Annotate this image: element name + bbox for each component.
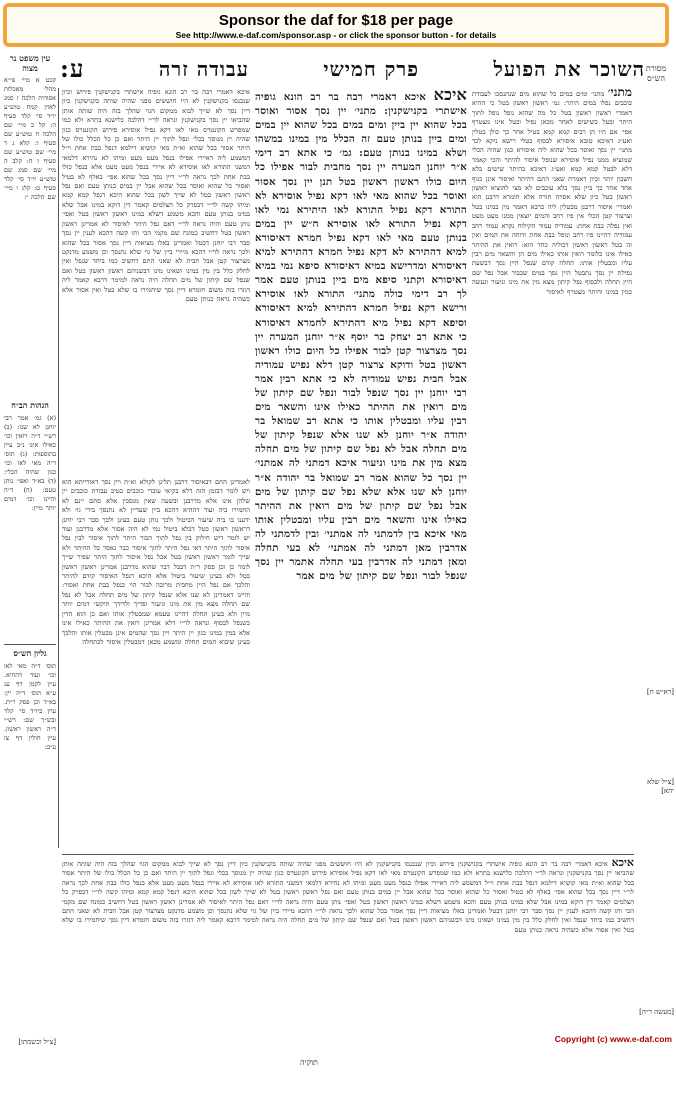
gemara-opening-word: איכא [433,88,467,104]
mesoret-hashas-label: מסורת הש״ס [645,64,667,83]
header-perek: פרק חמישי [323,56,420,81]
hagahot-habach-text: (א) גמ׳ אמר רבי יוחנן לא שנו: (ב) רש״י ד״ה רואין וכו׳ כאילו אינו נ״ב עיין בתוספות: (ג) תוס׳ ד״ה מאי לאו וכו׳ כגון שהיה הכלי: (ד) בא״ד ואפי׳ נותן טעם: (ה) ד״ה והיינו וכו׳ דמים יותר מיין: [4,414,56,512]
bottom-opening-word: איכא [611,858,634,869]
sponsor-title[interactable]: Sponsor the daf for $18 per page [218,12,454,29]
tosafot-text-lower: לאמרינן התם דבאיסור דרבנן תלינן לקולא וא״ת ויין נסך דאורייתא הוא ויש לומר דבזמן הזה דלא בקיאי עובדי כוכבים בטיב עבודת כוכבים יין שלהן אינו אלא מדרבנן ובשעה שאין מנסכין אלא סתם יינם לא החמירו ביה ועוד דההיא דהכא ביין שעדיין לא נתנסך בידי גוי ולא ידענו בו ביה שיעור הביטול ולכך נותן טעם בעינן ולכך סבר רבי יוחנן דראשון ראשון בטל דבלא ביטול נמי לא היה אסור אלא מדרבנן ועוד יש לומר דיש חילוק בין נפל לתוך הבור היתר לתוך איסור לבין נפל איסור לתוך היתר דאי נפל היתר לתוך איסור כבר נאסר כל ההיתר ולא שייך לומר ראשון ראשון בטל אבל נפל איסור לתוך היתר שפיר שייך לומר כן וכן פסק ר״ת דבכל דבר שהוא מדרבנן אמרינן ראשון ראשון בטל ולא בעינן שיעור ביטול אלא היכא דנפל האיסור קודם להיתר והלכך אם נפל היין מחבית מרובה לבור הוי כנפל בבת אחת ואסור: והיינו דאמרינן לא שנו אלא שנפל קיתון של מים תחלה אבל לא נפל שם תחלה מצא מין את מינו וניעור ופריך ולדידך תיקשי דמים יותר מיין ולא בעינן תחלה דהיינו טעמא שמבטלין אותו ואם כן הוא הדין כשנפל לבסוף ונראה לר״י דלא אמרינן רואין את ההיתר כאילו אינו אלא במין במינו כגון יין היתר ויין נסך שהמים אינן מבטלין אותו והלכך בעינן שיבוא המים תחלה ומשמע מכאן דמבטלין איסור לכתחלה [62,478,250,646]
bottom-body: איכא דאמרי רבה בר רב הונא גופיה אישתרי בקנישקנין פירוש וכיון שנכנסו בקנישקנין לא היו חוששים מפני שהיה שותה בקנישקנין כיון דיין נסך לא שייך לבוא ממקום הגוי שהלך בזה היה שותה אותן שהביאו יין נסך בקנישקנין ונראה לר״י דהלכה כלישנא בתרא ולא כמו שמפרש הקונטרס מאי לאו דקא נפיל אוסירא פירוש הקונטרס כגון שהיה יין מנוסך בכלי ונפל לתוך יין היתר ואם כן כל הכלל כולו של היתר אסור בכל שהוא וא״ת מאי קושיא דילמא דנפל בבת אחת וי״ל דמשמע ליה דאיירי אפילו בנפל מעט מעט ומיהו לא נהירא דלמאי דמשני התורא לאו אוסירא לא איירי בנפל מעט מעט אלא בנפל כולו בבת אחת לכך נראה לר״י דיין נסך בכל שהוא אפי׳ באלף לא בטיל ואסור כל שהוא ואוסר בכל שהוא אבל יין במים בנותן טעם ואם נפל ראשון ראשון בטל לא שייך לשון בכל שהוא היכא דנפל קמא קמא ומיהו קשה לר״י דבפרק כל הצלמים קאמר דין דוקא במינו אבל שלא במינו בנותן טעם והכא משמע דשלא במינו ראשון ראשון בטל ואפי׳ נותן טעם והיה נראה לר״י דאם נפל היתר לאיסור לא אמרינן ראשון ראשון בטל דחשיב כמונח שם מקמי הכי ותו קשה דהכא לענין יין נסך סבר רבי יוחנן דבטל ואמרינן באלו מציאות דיין נסך אסור בכל שהוא ולכך נראה לר״י דהכא מיירי ביין של גוי שלא נתנסך וכן משמע מדנקט מצרצור קטן אבל חבית לא שאני התם דחשיב כמו ביחד שנפל ואין לחלק כלל בין מין במינו ושאינו מינו דבשניהם ראשון ראשון בטל ואם שנפל שם קיתון של מים תחלה היה נראה למימר דרבא קאמר ליה דגזרו בזה משום חומרא דיין נסך שיחמירו בו שלא בטל ואין אסור אלא כשהיה נראה כנותן טעם [62,860,634,934]
gilyon-hashas-title: גליון הש״ס [13,648,47,658]
copyright-notice[interactable]: Copyright (c) www.e-daf.com [554,1034,672,1044]
divider [62,854,634,855]
catchword: תוקיה [300,1058,318,1067]
side-note: [רא״ש ח] [646,688,674,696]
header-folio: ע: [60,54,85,83]
ein-mishpat-label: עין משפט נר מצוה [9,53,51,73]
talmud-page [0,48,676,1093]
gilyon-hashas-text: תוס׳ ד״ה מאי לאו וכו׳ ועוד דההיא. עיין לקמן דף עג ע״א תוס׳ ד״ה יין: בא״ד וכן פסק ר״ת. עיין ביו״ד סי׳ קלד ובש״ך שם: רש״י ד״ה ראשון ראשון. עיין חולין דף צז ע״ב: [4,662,56,751]
column-divider [58,88,59,848]
side-note: [צ״ל וכשמתו] [18,1038,56,1046]
sponsor-subtitle[interactable]: See http://www.e-daf.com/sponsor.asp - or click the sponsor button - for details [175,30,497,40]
rashi-text [472,88,632,846]
bottom-commentary [62,858,634,1054]
gemara-body: איכא דאמרי רבה בר רב הונא גופיה אישתרי בקנישקנין: מתני׳ יין נסך אסור ואוסר בכל שהוא יין ביין ומים במים בכל שהוא יין במים ומים ביין בנותן טעם זה הכלל מין במינו במשהו ושלא במינו בנותן טעם: גמ׳ כי אתא רב דימי א״ר יוחנן המערה יין נסך מחבית לבור אפילו כל היום כולו ראשון ראשון בטל תנן יין נסך אסור ואוסר בכל שהוא מאי לאו דקא נפיל אוסירא לא התורא דקא נפיל התורא לאו היתירא נמי לאו דקא נפיל התורא לאו אוסירא ח״ש יין במים בנותן טעם מאי לאו דקא נפיל חמרא דאיסורא למיא דהתירא לא דקא נפיל חמרא דהתירא למיא דאיסורא ומדרישא במיא דאיסורא סיפא נמי במיא דאיסורא וקתני סיפא מים ביין בנותן טעם אמר לך רב דימי כולה מתני׳ התורא לאו אוסירא ורישא דקא נפיל חמרא דהתירא למיא דאיסורא וסיפא דקא נפיל מיא דהתירא לחמרא דאיסורא כי אתא רב יצחק בר יוסף א״ר יוחנן המערה יין נסך מצרצור קטן לבור אפילו כל היום כולו ראשון ראשון בטל ודוקא צרצור קטן דלא נפיש עמודיה אבל חבית נפיש עמודיה לא כי אתא רבין אמר רבי יוחנן יין נסך שנפל לבור ונפל שם קיתון של מים רואין את ההיתר כאילו אינו והשאר מים רבין עליו ומבטלין אותו כי אתא רב שמואל בר יהודה א״ר יוחנן לא שנו אלא שנפל קיתון של מים תחלה אבל לא נפל שם קיתון של מים תחלה מצא מין את מינו וניעור איכא דמתני לה אמתני׳ יין נסך כל שהוא אמר רב שמואל בר יהודה א״ר יוחנן לא שנו אלא שלא נפל שם קיתון של מים אבל נפל שם קיתון של מים רואין את ההיתר כאילו אינו והשאר מים רבין עליו ומבטלין אותו מאי איכא בין לדמתני לה אמתני׳ ובין לדמתני לה אדרבין מאן דמתני לה אמתני׳ לא בעי תחלה ומאן דמתני לה אדרבין בעי תחלה אתמר יין נסך שנפל לבור ונפל שם קיתון של מים אמר [255,91,467,583]
gemara-text [255,88,467,846]
page-header [60,54,645,84]
divider [4,644,56,645]
rashi-opening-word: מתני׳ [607,88,632,99]
side-note: [מעשה ר״ה] [639,1008,674,1016]
side-note: [צ״ל שלא יהא] [647,778,674,795]
header-tractate: עבודה זרה [158,56,249,81]
header-chapter-title: השוכר את הפועל [493,56,645,81]
rashi-body: מתני׳ ומים במים כל שהוא מים שנתנסכו לעבודת כוכבים נפלו במים היתר: גמ׳ ראשון ראשון בטל כי ההיא דאמרי ראשון ראשון בטל כל מה שהוא נופל נופל לתוך היתר ובטל בשישים לאחר מכאן נפיל ובטל אינו מצטרף אפי׳ אם היו הן רבים קמא קמא בטיל אחר כך כולן בטלין ואע״ג דאיכא טובא איסורא לבסוף בטלי רישא ניקא לכד מתני׳ יין נסך ואוסר בכל שהוא ליה איסורא כגון שהיה הכלי שמוציא ממנו נפיל אוסירא שנופל איסור להיתר והכי קאמר דלא לבטל קמא קמא ואע״ג דאיכא בהיתר שישים בלא חשבון יותר וכיון דאמרת שאני התם דהיתר ואיסור אינן כגוף אחד אחר כך ביין נסך בלא עוכבים לא מצי להוציא ראשון ראשון בטל כיון שלא אסרה תורה אלא חומרא דרבנן הוא ואמרי׳ איסור דרבנן מבטלין ליה כרבא דאמר מין במינו בטל וצרצור קטן הכלי אין פיו רחב והמים יוצאין ממנו מעט מעט ואין נפלה בבת אחת: עמודיה עמוד הקילוח נקרא עמוד רחב עמודיה דהיינו פיו רחב ונופל בבת אחת ודוחה את המים ואין זה בטל ראשון ראשון דכוליה כחד הוא: רואין את ההיתר כאילו אינו כלומר רואין אותו כאילו מים הן והשאר מים רבין עליו ומבטלין אותו: תחלה קודם שנפל היין נסך דבשעת נפילת יין נסך נתבטל היין נסך במים שבבור אבל נפל שם היין תחלה ולבסוף נפל קיתון מצא מין את מינו וניעור ונעשה כמין במינו והיתר מצטרף לאיסור [472,90,632,296]
ein-mishpat-text: קכט א מיי׳ פי״א מהל׳ מאכלות אסורות הלכה ז סמג לאוין קמח טוש״ע יו״ד סי׳ קלד סעיף ה: קל ב מיי׳ שם הלכה ח טוש״ע שם סעיף ו: קלא ג ד מיי׳ שם טוש״ע שם סעיף ז ח: קלב ה מיי׳ שם סמג שם טוש״ע יו״ד סי׳ קלד סעיף ט: קלג ו מיי׳ שם הלכה י: [4,76,56,201]
hagahot-habach-title: הגהות הב״ח [11,400,49,410]
tosafot-text-upper: איכא דאמרי רבה בר רב הונא גופיה אישתרי בקנישקנין פירוש וכיון שנכנסו בקנישקנין לא היו חוששים מפני שהיה שותה בקנישקנין כיון דיין נסך לא שייך לבוא ממקום הגוי שהלך בזה היה שותה אותן שהביאו יין נסך בקנישקנין ונראה לר״י דהלכה כלישנא בתרא ולא כמו שמפרש הקונטרס מאי לאו דקא נפיל אוסירא פירוש הקונטרס כגון שהיה יין מנוסך בכלי ונפל לתוך יין היתר ואם כן כל הכלל כולו של היתר אסור בכל שהוא וא״ת מאי קושיא דילמא דנפל בבת אחת וי״ל דמשמע ליה דאיירי אפילו בנפל מעט מעט ומיהו לא נהירא דלמאי דמשני התורא לאו אוסירא לא איירי בנפל מעט מעט אלא בנפל כולו בבת אחת לכך נראה לר״י דיין נסך בכל שהוא אפי׳ באלף לא בטיל ואסור כל שהוא ואוסר בכל שהוא אבל יין במים בנותן טעם ואם נפל ראשון ראשון בטל לא שייך לשון בכל שהוא היכא דנפל קמא קמא ומיהו קשה לר״י דבפרק כל הצלמים קאמר דין דוקא במינו אבל שלא במינו בנותן טעם והכא משמע דשלא במינו ראשון ראשון בטל ואפי׳ נותן טעם והיה נראה לר״י דאם נפל היתר לאיסור לא אמרינן ראשון ראשון בטל דחשיב כמונח שם מקמי הכי ותו קשה דהכא לענין יין נסך סבר רבי יוחנן דבטל ואמרינן באלו מציאות דיין נסך אסור בכל שהוא ולכך נראה לר״י דהכא מיירי ביין של גוי שלא נתנסך וכן משמע מדנקט מצרצור קטן אבל חבית לא שאני התם דחשיב כמו ביחד שנפל ואין לחלק כלל בין מין במינו ושאינו מינו דבשניהם ראשון ראשון בטל ואם שנפל שם קיתון של מים תחלה היה נראה למימר דרבא קאמר ליה דגזרו בזה משום חומרא דיין נסך שיחמירו בו שלא בטל ואין אסור אלא כשהיה נראה כנותן טעם [62,88,250,303]
sponsor-banner[interactable] [3,3,669,47]
